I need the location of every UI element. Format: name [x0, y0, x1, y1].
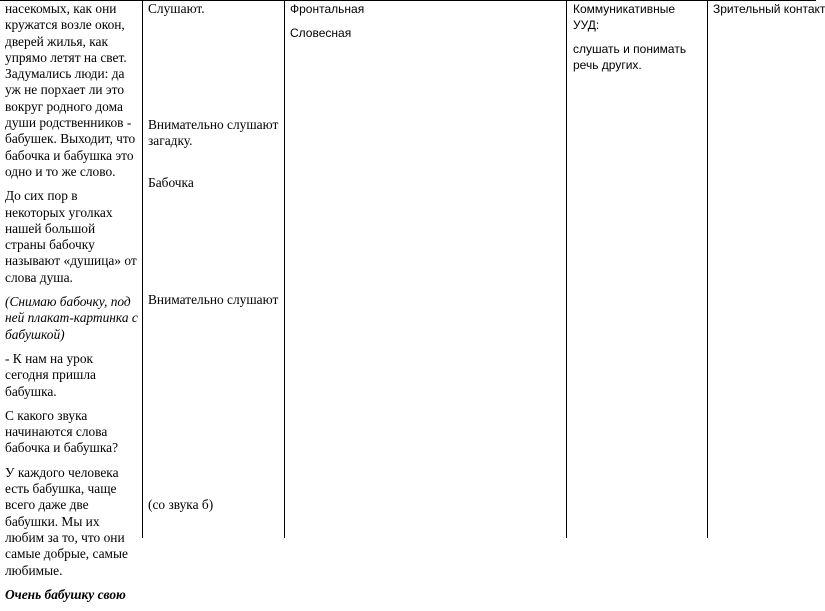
uud-heading: Коммуникативные УУД:	[573, 2, 676, 32]
work-form-text: Фронтальная	[290, 2, 365, 16]
text-paragraph: насекомых, как они кружатся возле окон, дверей жилья, как упрямо летят на свет. Задумались люди: да уж не порхает ли это вокруг родного дома души родственников - бабушек. Выходит, что бабочка и бабушка это одно и то же слово.	[5, 1, 136, 179]
table-column-divider	[707, 0, 708, 538]
work-form-text: Словесная	[290, 26, 352, 40]
student-activity-item: Слушают.	[148, 1, 205, 16]
text-paragraph: У каждого человека есть бабушка, чаще всего даже две бабушки. Мы их любим за то, что они самые добрые, самые любимые.	[5, 464, 128, 578]
table-column-divider	[284, 0, 285, 538]
student-activity-item: Бабочка	[148, 175, 194, 190]
student-activity-item: Внимательно слушают	[148, 292, 279, 307]
text-paragraph: - К нам на урок сегодня пришла бабушка.	[5, 350, 96, 399]
table-cell-teacher-activity	[5, 1, 139, 611]
student-activity-item: (со звука б)	[148, 497, 214, 512]
contact-text: Зрительный контакт	[713, 2, 825, 16]
table-cell-student-activity	[148, 0, 282, 538]
table-cell-contact	[713, 1, 825, 17]
table-column-divider	[142, 0, 143, 538]
stage-direction-text: (Снимаю бабочку, под ней плакат-картинка с бабушкой)	[5, 294, 138, 342]
poem-line: Очень бабушку свою	[5, 586, 126, 602]
student-activity-item: Внимательно слушают загадку.	[148, 117, 279, 149]
table-cell-learning-actions	[573, 1, 705, 73]
uud-text: слушать и понимать речь других.	[573, 42, 687, 72]
text-paragraph: До сих пор в некоторых уголках нашей большой страны бабочку называют «душица» от слова душа.	[5, 188, 137, 285]
table-column-divider	[566, 0, 567, 538]
text-paragraph: С какого звука начинаются слова бабочка и бабушка?	[5, 407, 119, 456]
